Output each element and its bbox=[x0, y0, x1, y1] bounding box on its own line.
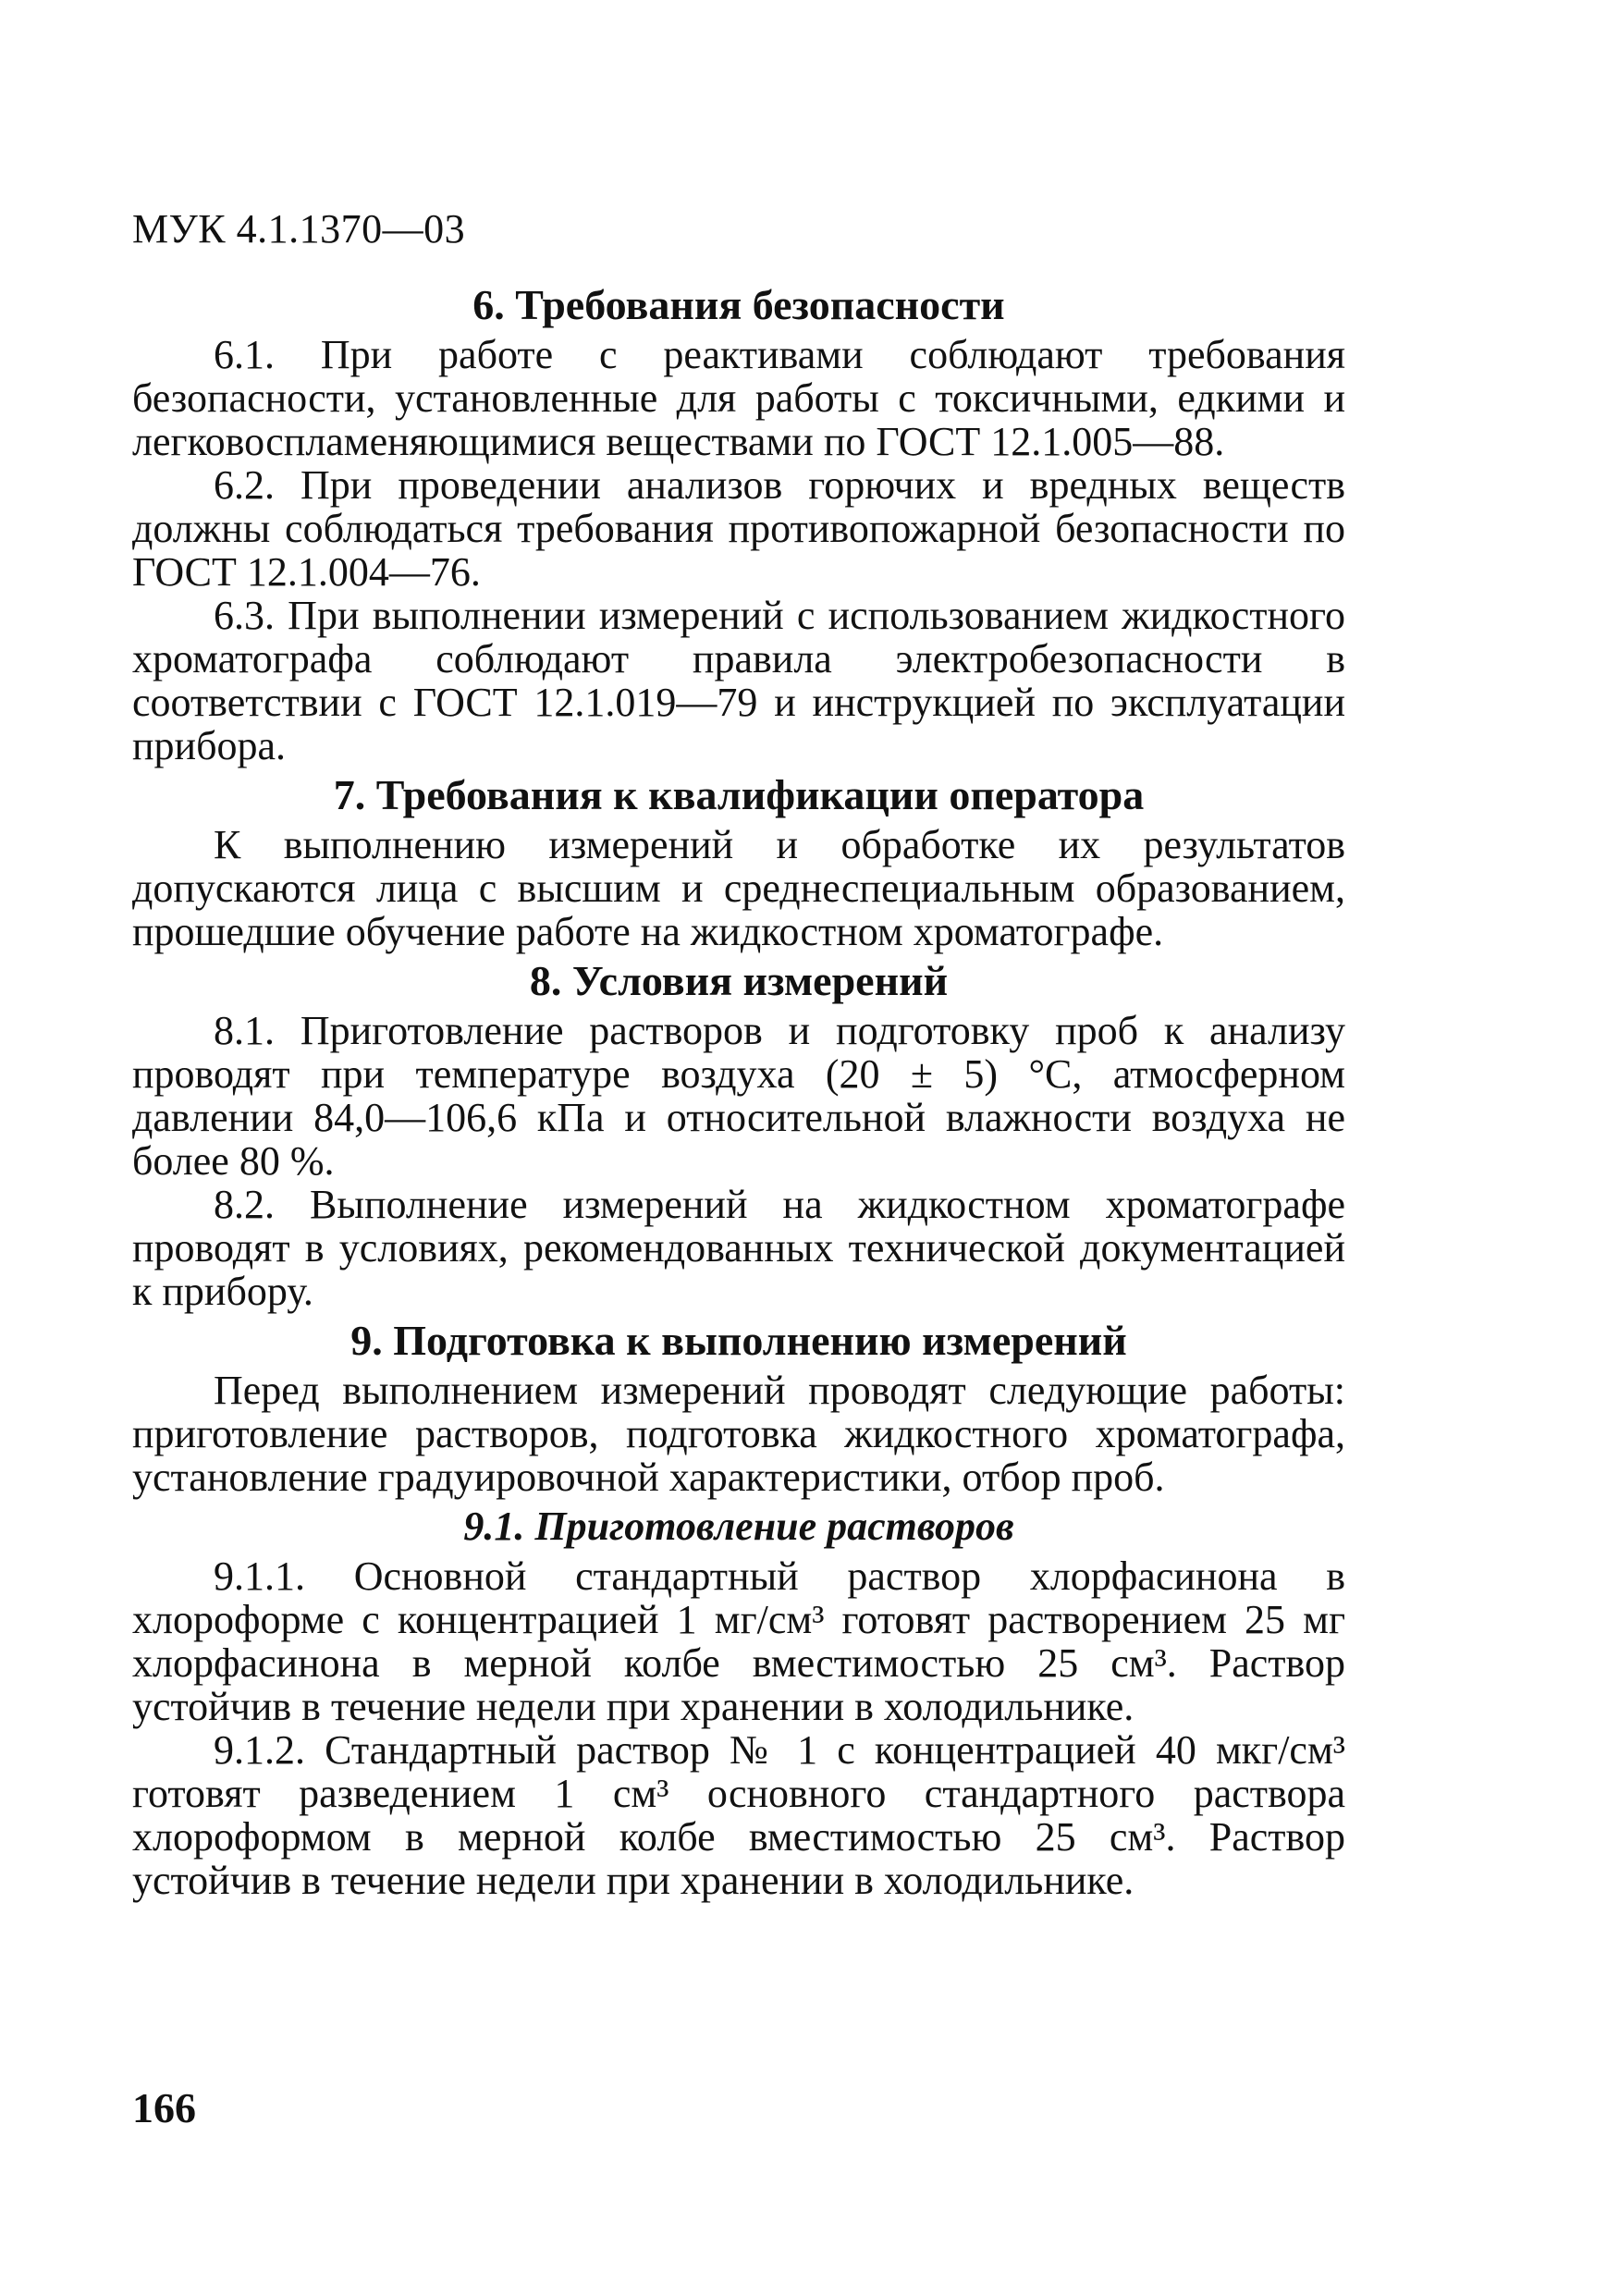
paragraph-8-1: 8.1. Приготовление растворов и подготовку проб к анализу проводят при температуре воздуха (20 ± 5) °С, атмосферном давлении 84,0—106,6 кПа и относительной влажности воздуха не более 80 %. bbox=[132, 1008, 1345, 1184]
page-number: 166 bbox=[132, 2084, 196, 2131]
document-code: МУК 4.1.1370—03 bbox=[132, 206, 466, 252]
paragraph-9: Перед выполнением измерений проводят следующие работы: приготовление растворов, подготовка жидкостного хроматографа, установление градуировочной характеристики, отбор проб. bbox=[132, 1368, 1345, 1500]
section-7-title: 7. Требования к квалификации оператора bbox=[333, 771, 1145, 818]
section-8-title: 8. Условия измерений bbox=[529, 957, 949, 1004]
section-6-title: 6. Требования безопасности bbox=[472, 281, 1005, 328]
paragraph-6-2: 6.2. При проведении анализов горючих и вредных веществ должны соблюдаться требования противопожарной безопасности по ГОСТ 12.1.004—76. bbox=[132, 462, 1345, 595]
paragraph-6-1: 6.1. При работе с реактивами соблюдают требования безопасности, установленные для работы с токсичными, едкими и легковоспламеняющимися веществами по ГОСТ 12.1.005—88. bbox=[132, 332, 1345, 464]
paragraph-7: К выполнению измерений и обработке их результатов допускаются лица с высшим и среднеспециальным образованием, прошедшие обучение работе на жидкостном хроматографе. bbox=[132, 822, 1345, 954]
subsection-9-1-title: 9.1. Приготовление растворов bbox=[463, 1504, 1014, 1549]
paragraph-9-1-1: 9.1.1. Основной стандартный раствор хлорфасинона в хлороформе с концентрацией 1 мг/см³ готовят растворением 25 мг хлорфасинона в мерной колбе вместимостью 25 см³. Раствор устойчив в течение недели при хранении в холодильнике. bbox=[132, 1553, 1345, 1729]
section-9-title: 9. Подготовка к выполнению измерений bbox=[350, 1317, 1127, 1364]
paragraph-9-1-2: 9.1.2. Стандартный раствор № 1 с концентрацией 40 мкг/см³ готовят разведением 1 см³ основного стандартного раствора хлороформом в мерной колбе вместимостью 25 см³. Раствор устойчив в течение недели при хранении в холодильнике. bbox=[132, 1727, 1345, 1903]
page-body bbox=[132, 277, 1345, 1902]
paragraph-8-2: 8.2. Выполнение измерений на жидкостном хроматографе проводят в условиях, рекомендованных технической документацией к прибору. bbox=[132, 1182, 1345, 1314]
paragraph-6-3: 6.3. При выполнении измерений с использованием жидкостного хроматографа соблюдают правила электробезопасности в соответствии с ГОСТ 12.1.019—79 и инструкцией по эксплуатации прибора. bbox=[132, 593, 1345, 768]
